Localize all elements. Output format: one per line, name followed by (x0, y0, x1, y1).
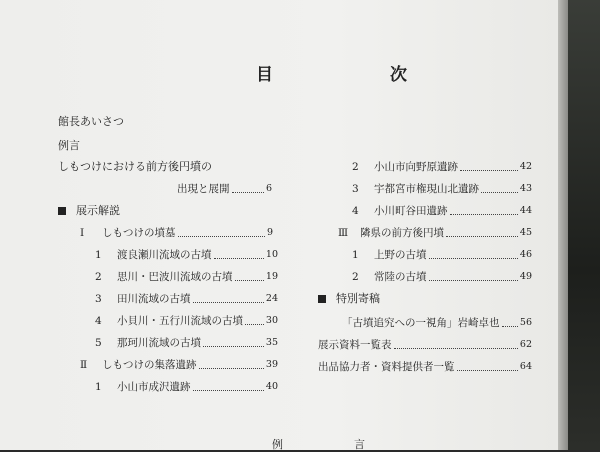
entry-page: 64 (519, 361, 532, 372)
entry-label: 小川町谷田遺跡 (374, 205, 448, 217)
toc-entry (95, 314, 278, 328)
section-heading-exhibit (58, 204, 120, 218)
entry-number: 1 (95, 381, 102, 393)
entry-number: Ⅱ (80, 359, 88, 371)
entry-page: 44 (519, 205, 532, 216)
entry-label: 隣県の前方後円墳 (360, 227, 444, 239)
intro-entry (177, 182, 272, 196)
intro-line-2: 出現と展開 (177, 183, 230, 195)
entry-number: 3 (95, 293, 102, 305)
entry-label: 小貝川・五行川流域の古墳 (117, 315, 243, 327)
entry-number: 1 (352, 249, 359, 261)
entry-number: 1 (95, 249, 102, 261)
toc-entry (338, 226, 532, 240)
entry-number: 5 (95, 337, 102, 349)
entry-page: 40 (265, 381, 278, 392)
contributors-entry (318, 360, 532, 374)
square-bullet-icon (58, 207, 66, 215)
toc-entry (95, 270, 278, 284)
toc-entry (352, 160, 532, 174)
entry-label: 那珂川流域の古墳 (117, 337, 201, 349)
catalog-entry (318, 338, 532, 352)
entry-label: 展示資料一覧表 (318, 339, 392, 351)
entry-page: 9 (266, 227, 273, 238)
entry-label: 思川・巴波川流域の古墳 (117, 271, 233, 283)
background-cover (568, 0, 600, 450)
entry-number: Ⅰ (80, 227, 85, 239)
leader-dots (199, 361, 264, 369)
entry-label: 「古墳追究への一視角」岩崎卓也 (342, 317, 500, 329)
leader-dots (394, 341, 518, 349)
leader-dots (214, 251, 264, 259)
entry-page: 42 (519, 161, 532, 172)
leader-dots (460, 163, 518, 171)
leader-dots (232, 185, 264, 193)
entry-label: 上野の古墳 (374, 249, 427, 261)
toc-entry (95, 248, 278, 262)
entry-number: 2 (352, 161, 359, 173)
toc-entry (352, 204, 532, 218)
toc-entry (352, 182, 532, 196)
toc-entry (95, 292, 278, 306)
entry-number: 4 (95, 315, 102, 327)
toc-entry (80, 358, 278, 372)
intro-line-1: しもつけにおける前方後円墳の (58, 160, 212, 173)
entry-page: 45 (519, 227, 532, 238)
entry-label: 宇都宮市権現山北遺跡 (374, 183, 479, 195)
leader-dots (203, 339, 264, 347)
entry-page: 35 (265, 337, 278, 348)
entry-page: 49 (519, 271, 532, 282)
toc-entry (80, 226, 273, 240)
entry-label: 渡良瀬川流域の古墳 (117, 249, 212, 261)
entry-label: 常陸の古墳 (374, 271, 427, 283)
entry-page: 30 (265, 315, 278, 326)
toc-entry (95, 380, 278, 394)
leader-dots (235, 273, 264, 281)
entry-page: 19 (265, 271, 278, 282)
intro-page: 6 (265, 183, 272, 194)
entry-page: 24 (265, 293, 278, 304)
entry-page: 62 (519, 339, 532, 350)
essay-entry (342, 316, 532, 330)
entry-number: 2 (352, 271, 359, 283)
entry-number: 4 (352, 205, 359, 217)
entry-number: Ⅲ (338, 227, 349, 239)
entry-page: 39 (265, 359, 278, 370)
leader-dots (193, 383, 264, 391)
leader-dots (481, 185, 518, 193)
entry-page: 46 (519, 249, 532, 260)
page-edge (558, 0, 568, 450)
greeting-entry: 館長あいさつ (58, 115, 124, 128)
leader-dots (450, 207, 518, 215)
entry-page: 56 (519, 317, 532, 328)
entry-number: 2 (95, 271, 102, 283)
leader-dots (178, 229, 265, 237)
toc-entry (352, 248, 532, 262)
entry-number: 3 (352, 183, 359, 195)
entry-label: 小山市向野原遺跡 (374, 161, 458, 173)
leader-dots (457, 363, 518, 371)
leader-dots (429, 273, 518, 281)
toc-entry (95, 336, 278, 350)
notes-entry: 例言 (58, 139, 80, 152)
leader-dots (193, 295, 264, 303)
entry-label: 小山市成沢遺跡 (117, 381, 191, 393)
section-label: 特別寄稿 (336, 292, 380, 305)
entry-label: 出品協力者・資料提供者一覧 (318, 361, 455, 373)
section-heading-special (318, 292, 380, 306)
page-title: 目 次 (256, 65, 457, 85)
toc-entry (352, 270, 532, 284)
square-bullet-icon (318, 295, 326, 303)
leader-dots (446, 229, 518, 237)
next-heading: 例 言 (272, 438, 395, 451)
entry-page: 10 (265, 249, 278, 260)
entry-label: しもつけの墳墓 (102, 227, 176, 239)
entry-label: しもつけの集落遺跡 (102, 359, 197, 371)
entry-label: 田川流域の古墳 (117, 293, 191, 305)
leader-dots (429, 251, 518, 259)
section-label: 展示解説 (76, 204, 120, 217)
entry-page: 43 (519, 183, 532, 194)
leader-dots (245, 317, 264, 325)
leader-dots (502, 319, 518, 327)
